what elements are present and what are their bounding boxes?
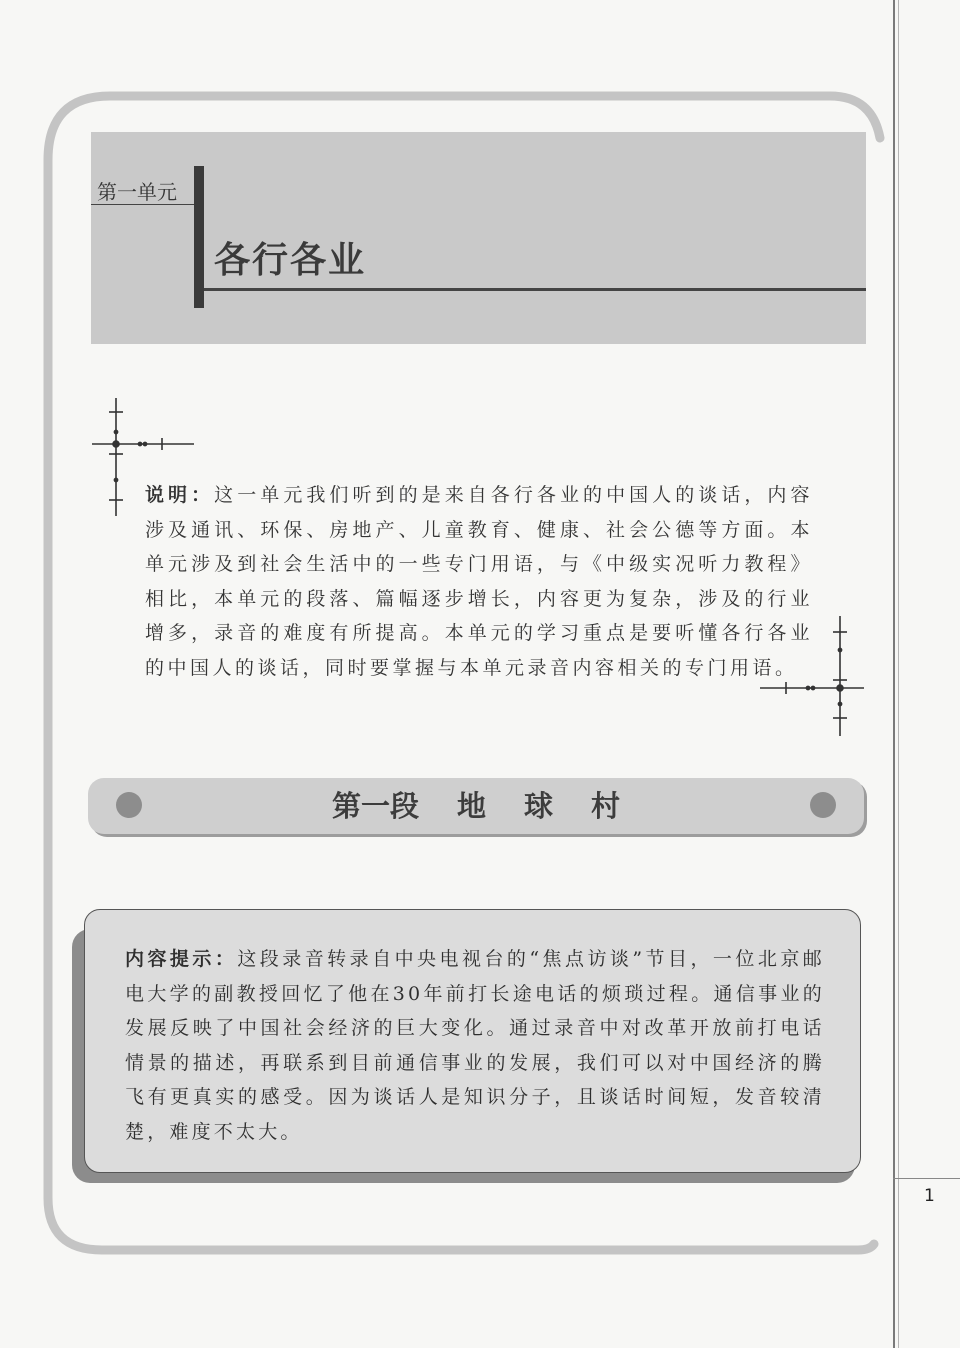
unit-header	[91, 132, 866, 344]
bullet-dot-right	[810, 792, 836, 818]
intro-text: 这一单元我们听到的是来自各行各业的中国人的谈话，内容涉及通讯、环保、房地产、儿童教育、健康、社会公德等方面。本单元涉及到社会生活中的一些专门用语，与《中级实况听力教程》相比，本单元的段落、篇幅逐步增长，内容更为复杂，涉及的行业增多，录音的难度有所提高。本单元的学习重点是要听懂各行各业的中国人的谈话，同时要掌握与本单元录音内容相关的专门用语。	[145, 484, 813, 679]
section-number: 第一段	[331, 789, 419, 823]
unit-title: 各行各业	[214, 240, 367, 281]
section-title	[88, 784, 864, 825]
margin-rule	[893, 0, 895, 1348]
note-text: 这段录音转录自中央电视台的“焦点访谈”节目，一位北京邮电大学的副教授回忆了他在30年前打长途电话的烦琐过程。通信事业的发展反映了中国社会经济的巨大变化。通过录音中对改革开放前打电话情景的描述，再联系到目前通信事业的发展，我们可以对中国经济的腾飞有更真实的感受。因为谈话人是知识分子，且谈话时间短，发音较清楚，难度不太大。	[125, 948, 825, 1143]
content-hint-paragraph	[125, 942, 825, 1149]
intro-lead-label: 说明：	[145, 484, 215, 506]
unit-intro-paragraph	[145, 478, 813, 685]
sparkle-ornament-bottom-right	[756, 610, 868, 742]
section-title-char: 村	[591, 789, 621, 823]
section-title-char: 地	[456, 789, 486, 823]
section-heading-bar	[88, 778, 864, 834]
margin-rule-inner	[898, 0, 899, 1348]
unit-vertical-bar	[194, 166, 204, 308]
unit-title-rule	[204, 288, 866, 291]
unit-label: 第一单元	[97, 180, 177, 204]
unit-label-rule	[91, 204, 195, 205]
page-number-rule	[893, 1178, 960, 1179]
note-lead-label: 内容提示：	[125, 948, 238, 970]
section-title-char: 球	[524, 789, 554, 823]
page-number: 1	[924, 1186, 935, 1206]
